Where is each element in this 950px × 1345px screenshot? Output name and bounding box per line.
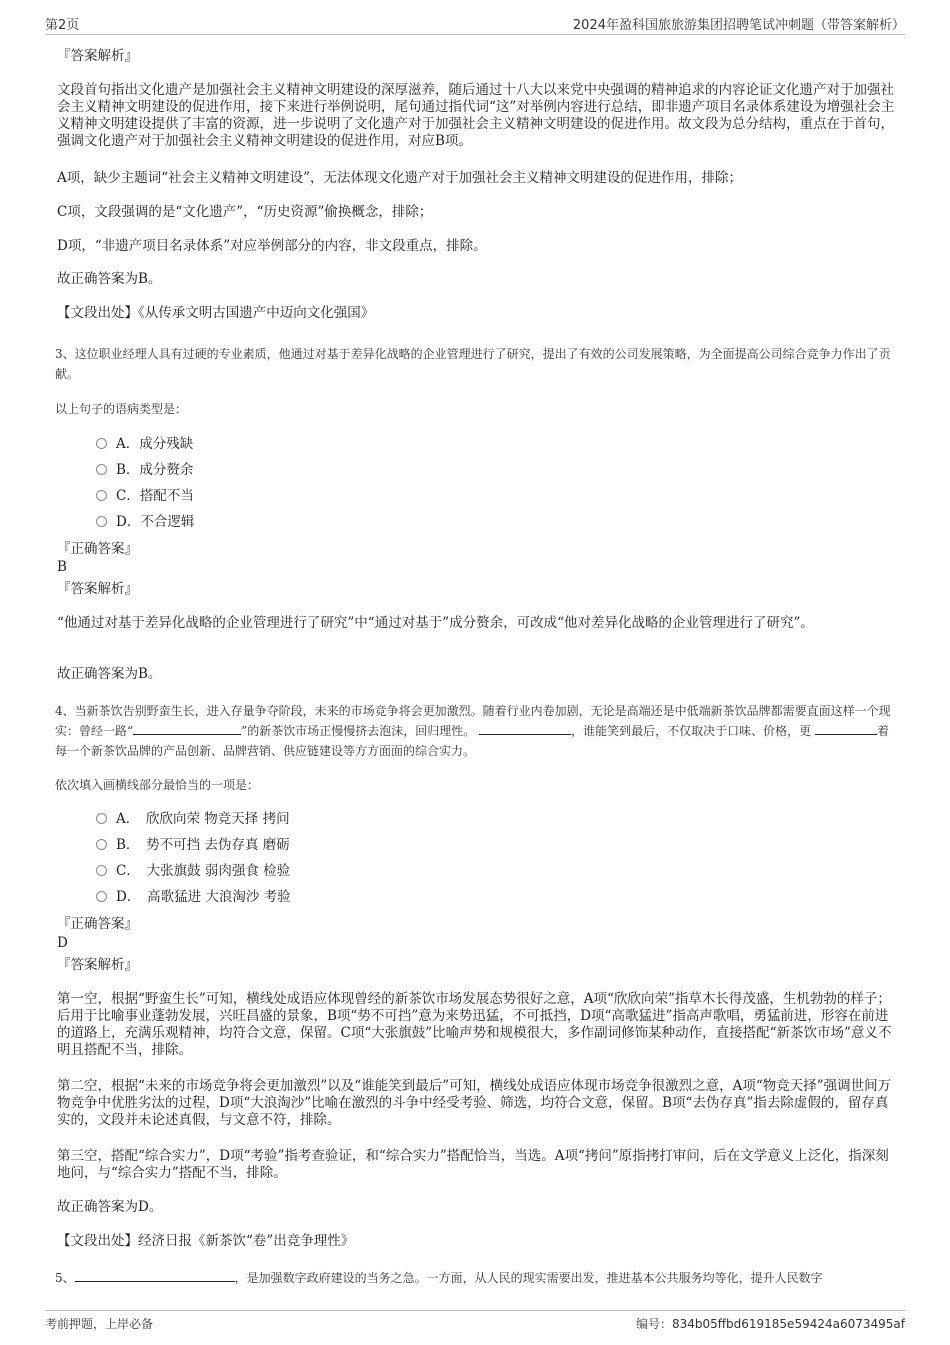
source-citation: 【文段出处】经济日报《新茶饮“卷”出竞争理性》 bbox=[57, 1233, 355, 1249]
analysis-paragraph: 文段首句指出文化遗产是加强社会主义精神文明建设的深厚滋养，随后通过十八大以来党中央强调的精神追求的内容论证文化遗产对于加强社会主义精神文明建设的促进作用，接下来进行举例说明，尾句通过指代词“这”对举例内容进行总结，即非遗产项目名录体系建设为增强社会主义精神文明建设提供了丰富的资源，进一步说明了文化遗产对于加强社会主义精神文明建设的促进作用。故文段为总分结构，重点在于首句，强调文化遗产对于加强社会主义精神文明建设的促进作用，对应B项。 bbox=[57, 82, 895, 149]
correct-answer: D bbox=[57, 935, 68, 951]
question-prompt: 依次填入画横线部分最恰当的一项是： bbox=[55, 778, 260, 792]
radio-icon[interactable] bbox=[96, 839, 107, 850]
document-title: 2024年盈科国旅旅游集团招聘笔试冲刺题（带答案解析） bbox=[572, 18, 905, 33]
option-d[interactable]: D．不合逻辑 bbox=[96, 513, 194, 531]
question-stem: 5、 ，是加强数字政府建设的当务之急。一方面，从人民的现实需要出发，推进基本公共服务均等化，提升人民数字 bbox=[55, 1271, 823, 1285]
option-b[interactable]: B．成分赘余 bbox=[96, 461, 193, 479]
fill-blank-1 bbox=[133, 722, 241, 735]
option-a[interactable]: A．成分残缺 bbox=[96, 435, 193, 453]
answer-heading: 『正确答案』 bbox=[57, 916, 138, 932]
radio-icon[interactable] bbox=[96, 891, 107, 902]
analysis-paragraph: C项，文段强调的是“文化遗产”，“历史资源”偷换概念，排除； bbox=[57, 204, 433, 220]
analysis-paragraph: 第一空，根据“野蛮生长”可知，横线处成语应体现曾经的新茶饮市场发展态势很好之意，A项“欣欣向荣”指草木长得茂盛，生机勃勃的样子；后用于比喻事业蓬勃发展，兴旺昌盛的景象，B项“势不可挡”意为来势迅猛，不可抵挡，D项“高歌猛进”指高声歌唱，勇猛前进，形容在前进的道路上，充满乐观精神，均符合文意，保留。C项“大张旗鼓”比喻声势和规模很大，多作副词修饰某种动作，直接搭配“新茶饮市场”意义不明且搭配不当，排除。 bbox=[57, 991, 892, 1058]
fill-blank-3 bbox=[815, 722, 877, 735]
analysis-paragraph: A项，缺少主题词“社会主义精神文明建设”，无法体现文化遗产对于加强社会主义精神文明建设的促进作用，排除； bbox=[57, 170, 743, 186]
radio-icon[interactable] bbox=[96, 813, 107, 824]
option-c[interactable]: C． 大张旗鼓 弱肉强食 检验 bbox=[96, 862, 290, 880]
option-c[interactable]: C．搭配不当 bbox=[96, 487, 194, 505]
option-a[interactable]: A． 欣欣向荣 物竞天择 拷问 bbox=[96, 810, 290, 828]
fill-blank bbox=[75, 1269, 235, 1282]
answer-heading: 『正确答案』 bbox=[57, 541, 138, 557]
analysis-heading: 『答案解析』 bbox=[57, 957, 138, 973]
question-stem: 3、这位职业经理人具有过硬的专业素质，他通过对基于差异化战略的企业管理进行了研究，提出了有效的公司发展策略，为全面提高公司综合竞争力作出了贡献。 bbox=[55, 347, 891, 381]
radio-icon[interactable] bbox=[96, 865, 107, 876]
analysis-paragraph: D项，“非遗产项目名录体系”对应举例部分的内容，非文段重点，排除。 bbox=[57, 238, 487, 254]
document-id: 编号：834b05ffbd619185e59424a6073495af bbox=[635, 1317, 905, 1331]
fill-blank-2 bbox=[479, 722, 571, 735]
page-footer bbox=[45, 1310, 905, 1333]
analysis-paragraph: 第二空，根据“未来的市场竞争将会更加激烈”以及“谁能笑到最后”可知，横线处成语应体现市场竞争很激烈之意，A项“物竞天择”强调世间万物竞争中优胜劣汰的过程，D项“大浪淘沙”比喻在激烈的斗争中经受考验、筛选，均符合文意，保留。B项“去伪存真”指去除虚假的，留存真实的，文段并未论述真假，与文意不符，排除。 bbox=[57, 1078, 892, 1128]
analysis-heading: 『答案解析』 bbox=[57, 581, 138, 597]
correct-answer: B bbox=[57, 559, 67, 575]
option-d[interactable]: D． 高歌猛进 大浪淘沙 考验 bbox=[96, 888, 291, 906]
answer-conclusion: 故正确答案为B。 bbox=[57, 666, 162, 682]
analysis-paragraph: 第三空，搭配“综合实力”，D项“考验”指考查验证，和“综合实力”搭配恰当，当选。A项“拷问”原指拷打审问，后在文学意义上泛化，指深刻地问，与“综合实力”搭配不当，排除。 bbox=[57, 1148, 889, 1181]
footer-slogan: 考前押题，上岸必备 bbox=[45, 1317, 154, 1331]
analysis-paragraph: “他通过对基于差异化战略的企业管理进行了研究”中“通过对基于”成分赘余，可改成“他对差异化战略的企业管理进行了研究”。 bbox=[57, 615, 814, 631]
answer-conclusion: 故正确答案为B。 bbox=[57, 271, 162, 287]
option-b[interactable]: B． 势不可挡 去伪存真 磨砺 bbox=[96, 836, 290, 854]
question-prompt: 以上句子的语病类型是： bbox=[55, 402, 188, 416]
radio-icon[interactable] bbox=[96, 438, 107, 449]
radio-icon[interactable] bbox=[96, 464, 107, 475]
answer-conclusion: 故正确答案为D。 bbox=[57, 1199, 163, 1215]
source-citation: 【文段出处】《从传承文明古国遗产中迈向文化强国》 bbox=[57, 305, 375, 321]
radio-icon[interactable] bbox=[96, 516, 107, 527]
page-number: 第2页 bbox=[45, 18, 80, 33]
radio-icon[interactable] bbox=[96, 490, 107, 501]
analysis-heading: 『答案解析』 bbox=[57, 48, 138, 64]
question-stem: 4、当新茶饮告别野蛮生长，进入存量争夺阶段，未来的市场竞争将会更加激烈。随着行业内卷加剧，无论是高端还是中低端新茶饮品牌都需要直面这样一个现实：曾经一路“ ”的新茶饮市场正慢慢挤去泡沫，回归理性。 ，谁能笑到最后，不仅取决于口味、价格，更 着每一个新茶饮品牌的产品创新、品牌营销、供应链建设等方方面面的综合实力。 bbox=[55, 704, 891, 758]
